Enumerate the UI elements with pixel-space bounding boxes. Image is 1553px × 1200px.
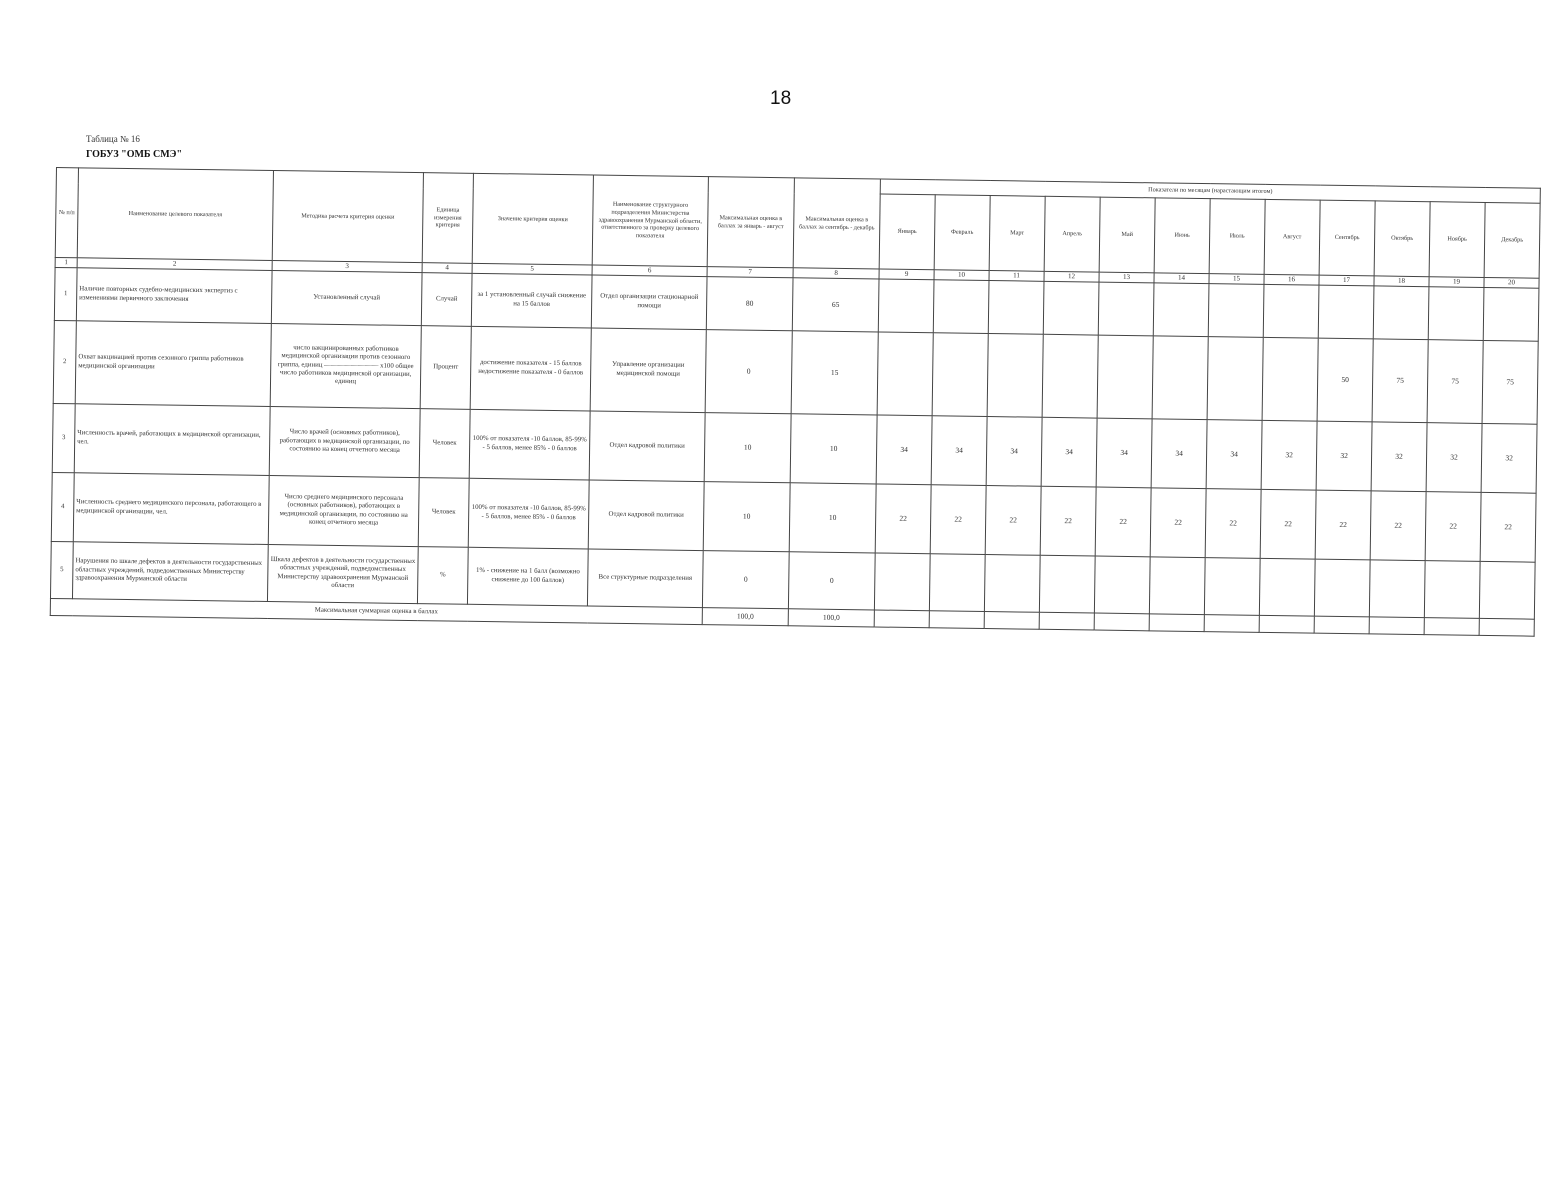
total-empty [1094, 613, 1149, 631]
row-method: Шкала дефектов в деятельности государственных областных учреждений, подведомственных Министерству здравоохранения Мурманской области [267, 544, 418, 603]
total-empty [1369, 617, 1424, 635]
row-month-value [1153, 283, 1209, 337]
header-criterion: Значение критерия оценки [472, 173, 593, 265]
header-dept: Наименование структурного подразделения Министерства здравоохранения Мурманской области, ответственного за проверку целевого показателя [592, 175, 708, 267]
row-month-value: 22 [1370, 491, 1426, 561]
row-dept: Управление организации медицинской помощи [590, 328, 706, 413]
header-unit: Единица измерения критерия [422, 173, 473, 264]
header-month: Март [989, 196, 1045, 272]
row-month-value [1259, 558, 1315, 616]
row-month-value: 32 [1426, 422, 1482, 492]
row-dept: Все структурные подразделения [587, 549, 703, 608]
column-number: 19 [1429, 277, 1484, 288]
row-max-sep-dec: 15 [791, 331, 878, 415]
row-criterion: 100% от показателя -10 баллов, 85-99% - 5 баллов, менее 85% - 0 баллов [468, 478, 589, 549]
row-criterion: за 1 установленный случай снижение на 15 баллов [471, 273, 592, 328]
row-max-jan-aug: 0 [705, 329, 792, 413]
header-method: Методика расчета критерия оценки [272, 171, 423, 263]
header-month: Октябрь [1374, 201, 1430, 277]
column-number: 5 [472, 263, 592, 274]
row-unit: Человек [418, 477, 469, 547]
header-max-sep-dec: Максимальная оценка в баллах за сентябрь - декабрь [793, 178, 880, 269]
header-month: Апрель [1044, 196, 1100, 272]
row-month-value [1483, 287, 1539, 341]
row-method: Число среднего медицинского персонала (основных работников), работающих в медицинской организации, по состоянию на конец отчетного месяца [268, 475, 419, 546]
row-month-value [1318, 285, 1374, 339]
row-month-value: 34 [1206, 419, 1262, 489]
header-month: Июль [1209, 199, 1265, 275]
total-label: Максимальная суммарная оценка в баллах [50, 598, 702, 624]
row-criterion: 1% - снижение на 1 балл (возможно снижение до 100 баллов) [467, 547, 588, 606]
column-number: 3 [272, 261, 422, 273]
row-dept: Отдел кадровой политики [588, 480, 704, 551]
row-criterion: достижение показателя - 15 баллов недостижение показателя - 0 баллов [470, 326, 591, 411]
row-month-value: 32 [1316, 421, 1372, 491]
column-number: 8 [793, 268, 879, 279]
total-empty [874, 610, 929, 628]
row-name: Численность среднего медицинского персонала, работающего в медицинской организации, чел. [73, 473, 269, 545]
row-max-sep-dec: 65 [792, 278, 879, 332]
row-month-value [1314, 559, 1370, 617]
total-empty [1424, 617, 1479, 635]
column-number: 6 [592, 265, 707, 276]
row-num: 2 [53, 320, 76, 403]
row-num: 4 [51, 472, 74, 541]
total-empty [1314, 616, 1369, 634]
row-dept: Отдел организации стационарной помощи [591, 275, 707, 330]
row-name: Наличие повторных судебно-медицинских экспертиз с изменениями первичного заключения [76, 268, 272, 324]
header-month: Декабрь [1484, 202, 1540, 278]
total-empty [929, 610, 984, 628]
column-number: 1 [55, 257, 77, 267]
row-month-value [1098, 282, 1154, 336]
row-month-value: 22 [1425, 491, 1481, 561]
column-number: 15 [1209, 274, 1264, 285]
row-month-value [1207, 336, 1263, 420]
header-month: Сентябрь [1319, 200, 1375, 276]
row-name: Охват вакцинацией против сезонного гриппа работников медицинской организации [75, 321, 271, 407]
row-month-value [1097, 335, 1153, 419]
column-number: 16 [1264, 274, 1319, 285]
row-month-value [1479, 561, 1535, 619]
row-month-value: 34 [1151, 419, 1207, 489]
row-month-value [1204, 557, 1260, 615]
column-number: 13 [1099, 272, 1154, 283]
page-number: 18 [770, 88, 792, 109]
row-month-value: 32 [1371, 422, 1427, 492]
total-empty [1259, 615, 1314, 633]
row-month-value: 22 [1040, 486, 1096, 556]
row-month-value: 22 [1480, 492, 1536, 562]
row-month-value [987, 333, 1043, 417]
header-months-group: Показатели по месяцам (нарастающим итогом) [880, 179, 1540, 203]
indicator-table-wrapper [50, 167, 1536, 636]
header-month: Ноябрь [1429, 202, 1485, 278]
row-max-sep-dec: 0 [788, 552, 875, 610]
column-number: 12 [1044, 271, 1099, 282]
row-month-value [933, 280, 989, 334]
row-month-value: 75 [1372, 339, 1428, 423]
column-number: 18 [1374, 276, 1429, 287]
row-max-jan-aug: 0 [702, 550, 789, 608]
header-num: № п/п [55, 168, 78, 258]
column-number: 20 [1484, 277, 1539, 288]
header-max-jan-aug: Максимальная оценка в баллах за январь - август [707, 177, 794, 268]
column-number: 11 [989, 271, 1044, 282]
row-num: 3 [52, 403, 75, 472]
row-unit: Человек [419, 408, 470, 478]
column-number: 2 [77, 258, 272, 270]
row-month-value: 22 [1095, 487, 1151, 557]
header-month: Август [1264, 199, 1320, 275]
row-month-value [1424, 560, 1480, 618]
row-month-value [1263, 284, 1319, 338]
row-max-jan-aug: 10 [704, 412, 791, 482]
table-number-caption: Таблица № 16 [86, 134, 140, 144]
row-unit: % [417, 546, 468, 604]
row-month-value: 22 [1315, 490, 1371, 560]
row-name: Нарушения по шкале дефектов в деятельности государственных областных учреждений, подведомственных Министерству здравоохранения Мурманской области [72, 542, 268, 602]
column-number: 17 [1319, 275, 1374, 286]
indicator-table [50, 167, 1541, 636]
row-max-jan-aug: 10 [703, 481, 790, 551]
row-month-value [1369, 560, 1425, 618]
row-unit: Случай [421, 272, 472, 326]
row-month-value: 50 [1317, 338, 1373, 422]
header-month: Февраль [934, 195, 990, 271]
row-month-value [932, 333, 988, 417]
row-month-value: 22 [875, 484, 931, 554]
row-month-value [877, 332, 933, 416]
row-num: 5 [50, 541, 73, 598]
total-empty [1039, 612, 1094, 630]
row-month-value: 75 [1482, 340, 1538, 424]
row-month-value [1373, 286, 1429, 340]
row-month-value [1042, 334, 1098, 418]
row-month-value: 22 [930, 484, 986, 554]
row-num: 1 [54, 267, 77, 320]
row-month-value: 22 [985, 485, 1041, 555]
row-month-value: 34 [876, 415, 932, 485]
row-month-value: 32 [1261, 420, 1317, 490]
row-criterion: 100% от показателя -10 баллов, 85-99% - 5 баллов, менее 85% - 0 баллов [469, 409, 590, 480]
row-month-value: 75 [1427, 339, 1483, 423]
row-method: число вакцинированных работников медицинской организации против сезонного гриппа, единиц ———————— х100 общее число работников медицинской организации, единиц [270, 323, 421, 408]
row-month-value [874, 553, 930, 611]
header-month: Июнь [1154, 198, 1210, 274]
total-max-sep-dec: 100,0 [788, 609, 874, 627]
row-month-value [984, 554, 1040, 612]
column-number: 14 [1154, 273, 1209, 284]
total-empty [984, 611, 1039, 629]
row-dept: Отдел кадровой политики [589, 411, 705, 482]
row-method: Установленный случай [271, 270, 422, 325]
organization-caption: ГОБУЗ "ОМБ СМЭ" [86, 149, 183, 160]
header-month: Май [1099, 197, 1155, 273]
column-number: 9 [879, 269, 934, 280]
row-max-sep-dec: 10 [790, 414, 877, 484]
row-month-value [1094, 556, 1150, 614]
row-name: Численность врачей, работающих в медицинской организации, чел. [74, 404, 270, 476]
row-month-value [1039, 555, 1095, 613]
total-empty [1479, 618, 1534, 636]
row-month-value: 32 [1481, 423, 1537, 493]
row-month-value [1043, 281, 1099, 335]
row-month-value [1149, 557, 1205, 615]
row-method: Число врачей (основных работников), работающих в медицинской организации, по состоянию на конец отчетного месяца [269, 406, 420, 477]
row-month-value [1152, 336, 1208, 420]
row-month-value: 22 [1260, 489, 1316, 559]
row-month-value [929, 553, 985, 611]
total-empty [1204, 614, 1259, 632]
row-month-value: 22 [1205, 488, 1261, 558]
column-number: 4 [422, 263, 472, 273]
total-empty [1149, 614, 1204, 632]
total-max-jan-aug: 100,0 [702, 607, 788, 625]
row-month-value [878, 279, 934, 333]
row-month-value [1262, 337, 1318, 421]
row-month-value: 34 [931, 416, 987, 486]
row-month-value: 34 [986, 416, 1042, 486]
column-number: 10 [934, 270, 989, 281]
header-name: Наименование целевого показателя [77, 168, 273, 261]
row-max-jan-aug: 80 [706, 276, 793, 330]
row-unit: Процент [420, 325, 471, 409]
row-month-value: 34 [1041, 417, 1097, 487]
row-max-sep-dec: 10 [789, 483, 876, 553]
column-number: 7 [707, 267, 793, 278]
row-month-value: 22 [1150, 488, 1206, 558]
row-month-value: 34 [1096, 418, 1152, 488]
row-month-value [988, 280, 1044, 334]
row-month-value [1428, 286, 1484, 340]
row-month-value [1208, 283, 1264, 337]
header-month: Январь [879, 194, 935, 270]
